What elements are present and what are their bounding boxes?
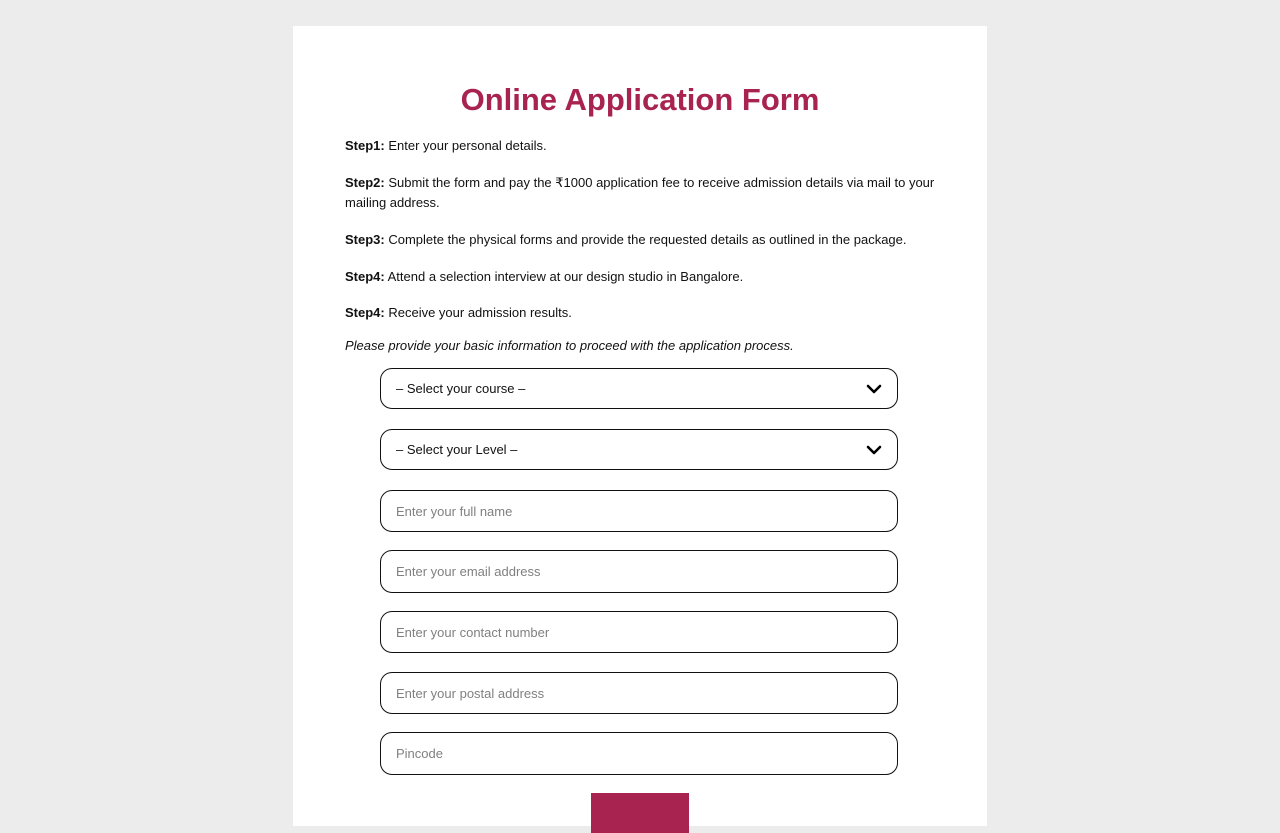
steps-list [345, 136, 945, 340]
full-name-input[interactable] [380, 490, 898, 532]
step-item [345, 230, 945, 250]
step-label: Step3: [345, 232, 385, 247]
course-select-value: – Select your course – [396, 381, 526, 396]
step-label: Step2: [345, 175, 385, 190]
postal-address-input[interactable] [380, 672, 898, 714]
page-title: Online Application Form [460, 82, 820, 117]
step-item [345, 173, 945, 213]
submit-button[interactable] [591, 793, 689, 833]
step-text: Receive your admission results. [384, 305, 572, 320]
course-select[interactable] [380, 368, 898, 409]
instruction-note: Please provide your basic information to proceed with the application process. [345, 338, 794, 353]
step-text: Complete the physical forms and provide the requested details as outlined in the package. [384, 232, 907, 247]
email-input[interactable] [380, 550, 898, 593]
step-text: Enter your personal details. [384, 138, 547, 153]
step-label: Step4: [345, 305, 385, 320]
pincode-input[interactable] [380, 732, 898, 775]
step-label: Step4: [345, 269, 385, 284]
contact-number-input[interactable] [380, 611, 898, 653]
step-text: Attend a selection interview at our design studio in Bangalore. [384, 269, 744, 284]
chevron-down-icon [866, 444, 882, 456]
form-panel [293, 26, 987, 826]
step-text: Submit the form and pay the ₹1000 application fee to receive admission details via mail to your mailing address. [345, 175, 935, 210]
step-item [345, 136, 945, 156]
level-select[interactable] [380, 429, 898, 470]
chevron-down-icon [866, 383, 882, 395]
level-select-value: – Select your Level – [396, 442, 518, 457]
step-item [345, 303, 945, 323]
step-item [345, 267, 945, 287]
step-label: Step1: [345, 138, 385, 153]
